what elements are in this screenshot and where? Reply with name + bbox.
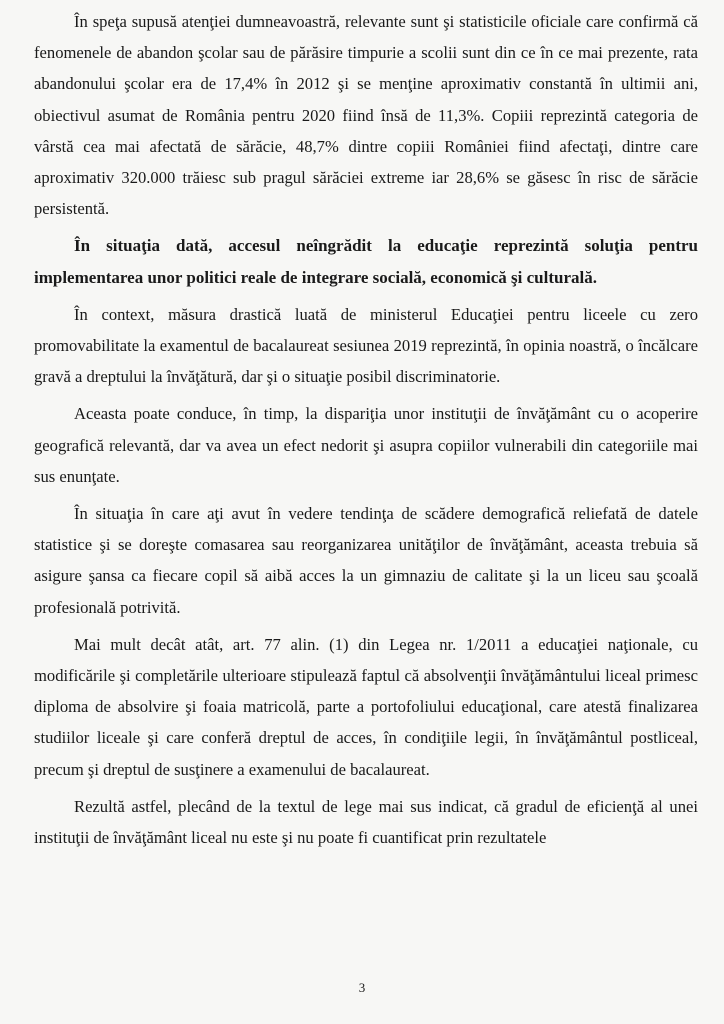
- paragraph-conclusion: Rezultă astfel, plecând de la textul de lege mai sus indicat, că gradul de eficienţă al unei instituţii de învăţământ liceal nu este şi nu poate fi cuantificat prin rezultatele: [34, 796, 698, 848]
- paragraph-law: Mai mult decât atât, art. 77 alin. (1) din Legea nr. 1/2011 a educaţiei naţionale, cu modificările şi completările ulterioare stipulează faptul că absolvenţii învăţământului liceal primesc diploma de absolvire şi foaia matricolă, parte a portofoliului educaţional, care atestă finalizarea studiilor liceale şi care conferă dreptul de acces, în condiţiile legii, în învăţământul postliceal, precum şi dreptul de susţinere a examenului de bacalaureat.: [34, 634, 698, 779]
- paragraph-statistics: În speţa supusă atenţiei dumneavoastră, relevante sunt şi statisticile oficiale care confirmă că fenomenele de abandon şcolar sau de părăsire timpurie a scolii sunt din ce în ce mai prezente, rata abandonului şcolar era de 17,4% în 2012 şi se menţine aproximativ constantă în ultimii ani, obiectivul asumat de România pentru 2020 fiind însă de 11,3%. Copiii reprezintă categoria de vârstă cea mai afectată de sărăcie, 48,7% dintre copiii României fiind afectaţi, dintre care aproximativ 320.000 trăiesc sub pragul sărăciei extreme iar 28,6% se găsesc în risc de sărăcie persistentă.: [34, 12, 698, 219]
- paragraph-demographic: În situaţia în care aţi avut în vedere tendinţa de scădere demografică reliefată de datele statistice şi se doreşte comasarea sau reorganizarea unităţilor de învăţământ, aceasta trebuia să asigure şansa ca fiecare copil să aibă acces la un gimnaziu de calitate şi la un liceu sau şcoală profesională potrivită.: [34, 504, 698, 617]
- page-number: 3: [358, 980, 366, 995]
- paragraph-consequence: Aceasta poate conduce, în timp, la dispariţia unor instituţii de învăţământ cu o acoperire geografică relevantă, dar va avea un efect nedorit şi asupra copiilor vulnerabili din categoriile mai sus enunţate.: [34, 404, 698, 486]
- paragraph-context: În context, măsura drastică luată de ministerul Educaţiei pentru liceele cu zero promovabilitate la examentul de bacalaureat sesiunea 2019 reprezintă, în opinia noastră, o încălcare gravă a dreptului la învăţătură, dar şi o situaţie posibil discriminatorie.: [34, 304, 698, 387]
- paragraph-emphasis: În situaţia dată, accesul neîngrădit la educaţie reprezintă soluţia pentru implementarea unor politici reale de integrare socială, economică şi culturală.: [34, 236, 698, 287]
